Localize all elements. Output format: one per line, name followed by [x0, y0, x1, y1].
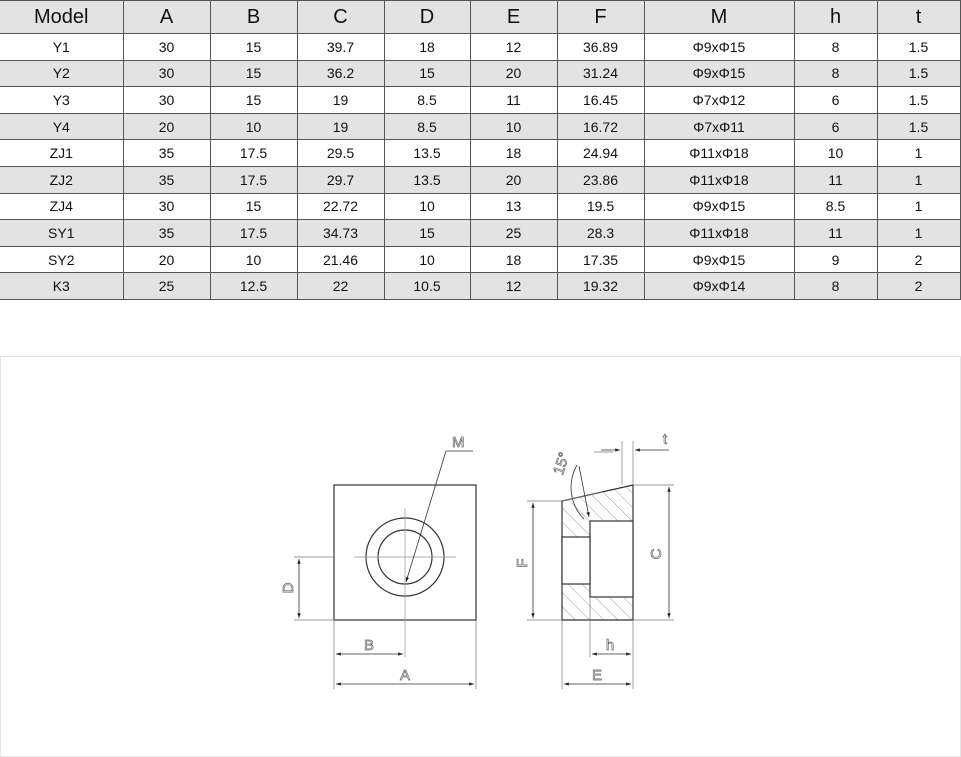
cell-a: 20 — [123, 246, 210, 273]
cell-e: 12 — [470, 273, 557, 300]
col-header-d: D — [384, 1, 470, 34]
cell-e: 13 — [470, 193, 557, 220]
cell-m: Φ9xΦ15 — [644, 246, 794, 273]
cell-h: 6 — [794, 113, 877, 140]
cell-c: 29.7 — [297, 166, 384, 193]
cell-t: 1 — [877, 140, 960, 167]
cell-m: Φ9xΦ14 — [644, 273, 794, 300]
cell-f: 16.72 — [557, 113, 644, 140]
cell-h: 8 — [794, 273, 877, 300]
label-d: D — [280, 582, 297, 594]
cell-c: 39.7 — [297, 34, 384, 61]
col-header-model: Model — [0, 1, 123, 34]
cell-f: 23.86 — [557, 166, 644, 193]
col-header-b: B — [210, 1, 297, 34]
cell-c: 21.46 — [297, 246, 384, 273]
technical-drawing — [1, 357, 960, 756]
cell-t: 1 — [877, 166, 960, 193]
cell-d: 13.5 — [384, 166, 470, 193]
cell-e: 10 — [470, 113, 557, 140]
cell-model: ZJ4 — [0, 193, 123, 220]
cell-c: 34.73 — [297, 220, 384, 247]
cell-e: 12 — [470, 34, 557, 61]
col-header-h: h — [794, 1, 877, 34]
label-c: C — [648, 548, 665, 560]
cell-t: 1.5 — [877, 60, 960, 87]
table-row — [0, 34, 960, 61]
cell-model: SY1 — [0, 220, 123, 247]
table-row — [0, 87, 960, 114]
cell-e: 11 — [470, 87, 557, 114]
cell-c: 29.5 — [297, 140, 384, 167]
cell-m: Φ9xΦ15 — [644, 60, 794, 87]
label-angle: 15° — [550, 450, 574, 478]
technical-drawing-panel — [0, 356, 961, 757]
label-t: t — [662, 431, 668, 448]
cell-f: 24.94 — [557, 140, 644, 167]
cell-model: ZJ1 — [0, 140, 123, 167]
cell-t: 1 — [877, 220, 960, 247]
cell-m: Φ11xΦ18 — [644, 220, 794, 247]
cell-m: Φ7xΦ12 — [644, 87, 794, 114]
cell-b: 17.5 — [210, 166, 297, 193]
cell-a: 30 — [123, 60, 210, 87]
m-leader-arrow — [406, 451, 446, 582]
table-row — [0, 140, 960, 167]
table-row — [0, 246, 960, 273]
cell-t: 1.5 — [877, 34, 960, 61]
cell-b: 12.5 — [210, 273, 297, 300]
cell-a: 30 — [123, 34, 210, 61]
cell-d: 8.5 — [384, 87, 470, 114]
cell-e: 20 — [470, 60, 557, 87]
cell-h: 8 — [794, 60, 877, 87]
table-row — [0, 113, 960, 140]
cell-d: 8.5 — [384, 113, 470, 140]
cell-h: 8 — [794, 34, 877, 61]
cell-m: Φ11xΦ18 — [644, 166, 794, 193]
col-header-f: F — [557, 1, 644, 34]
cell-c: 19 — [297, 113, 384, 140]
col-header-m: M — [644, 1, 794, 34]
section-view — [562, 485, 633, 620]
table-row — [0, 166, 960, 193]
cell-d: 10 — [384, 193, 470, 220]
cell-m: Φ7xΦ11 — [644, 113, 794, 140]
cell-b: 17.5 — [210, 140, 297, 167]
table-body — [0, 34, 960, 300]
cell-b: 17.5 — [210, 220, 297, 247]
cell-model: SY2 — [0, 246, 123, 273]
cell-t: 1 — [877, 193, 960, 220]
cell-c: 19 — [297, 87, 384, 114]
spec-table — [0, 0, 961, 300]
table-row — [0, 273, 960, 300]
cell-b: 15 — [210, 34, 297, 61]
cell-d: 18 — [384, 34, 470, 61]
through-hole-cavity — [562, 537, 590, 584]
cell-m: Φ11xΦ18 — [644, 140, 794, 167]
front-view — [294, 451, 476, 689]
cell-t: 2 — [877, 273, 960, 300]
cell-a: 35 — [123, 140, 210, 167]
cell-h: 6 — [794, 87, 877, 114]
cell-model: Y2 — [0, 60, 123, 87]
col-header-a: A — [123, 1, 210, 34]
cell-e: 25 — [470, 220, 557, 247]
cell-d: 15 — [384, 220, 470, 247]
cell-b: 10 — [210, 113, 297, 140]
table-row — [0, 60, 960, 87]
cell-h: 11 — [794, 166, 877, 193]
cell-model: Y4 — [0, 113, 123, 140]
cell-a: 35 — [123, 166, 210, 193]
label-m: M — [452, 434, 465, 451]
cell-m: Φ9xΦ15 — [644, 34, 794, 61]
cell-e: 20 — [470, 166, 557, 193]
cell-a: 25 — [123, 273, 210, 300]
cell-f: 31.24 — [557, 60, 644, 87]
label-a: A — [399, 667, 411, 684]
cell-d: 10.5 — [384, 273, 470, 300]
cell-h: 11 — [794, 220, 877, 247]
label-f: F — [514, 558, 531, 568]
cell-model: K3 — [0, 273, 123, 300]
cell-model: Y1 — [0, 34, 123, 61]
cell-f: 28.3 — [557, 220, 644, 247]
col-header-t: t — [877, 1, 960, 34]
cell-b: 15 — [210, 193, 297, 220]
table-header-row — [0, 1, 960, 34]
cell-c: 22 — [297, 273, 384, 300]
cell-d: 13.5 — [384, 140, 470, 167]
counterbore-cavity — [590, 521, 633, 597]
cell-c: 22.72 — [297, 193, 384, 220]
cell-e: 18 — [470, 140, 557, 167]
cell-f: 36.89 — [557, 34, 644, 61]
label-e: E — [591, 667, 603, 684]
cell-c: 36.2 — [297, 60, 384, 87]
cell-e: 18 — [470, 246, 557, 273]
cell-b: 15 — [210, 87, 297, 114]
cell-f: 19.32 — [557, 273, 644, 300]
cell-t: 1.5 — [877, 113, 960, 140]
cell-f: 17.35 — [557, 246, 644, 273]
col-header-c: C — [297, 1, 384, 34]
label-h: h — [605, 637, 615, 654]
cell-a: 20 — [123, 113, 210, 140]
cell-a: 35 — [123, 220, 210, 247]
cell-b: 10 — [210, 246, 297, 273]
cell-m: Φ9xΦ15 — [644, 193, 794, 220]
cell-a: 30 — [123, 193, 210, 220]
table-row — [0, 220, 960, 247]
cell-a: 30 — [123, 87, 210, 114]
cell-model: ZJ2 — [0, 166, 123, 193]
cell-t: 2 — [877, 246, 960, 273]
label-b: B — [363, 637, 375, 654]
cell-h: 8.5 — [794, 193, 877, 220]
cell-t: 1.5 — [877, 87, 960, 114]
table-row — [0, 193, 960, 220]
cell-b: 15 — [210, 60, 297, 87]
cell-d: 10 — [384, 246, 470, 273]
col-header-e: E — [470, 1, 557, 34]
cell-h: 10 — [794, 140, 877, 167]
cell-model: Y3 — [0, 87, 123, 114]
cell-h: 9 — [794, 246, 877, 273]
cell-f: 16.45 — [557, 87, 644, 114]
cell-f: 19.5 — [557, 193, 644, 220]
cell-d: 15 — [384, 60, 470, 87]
